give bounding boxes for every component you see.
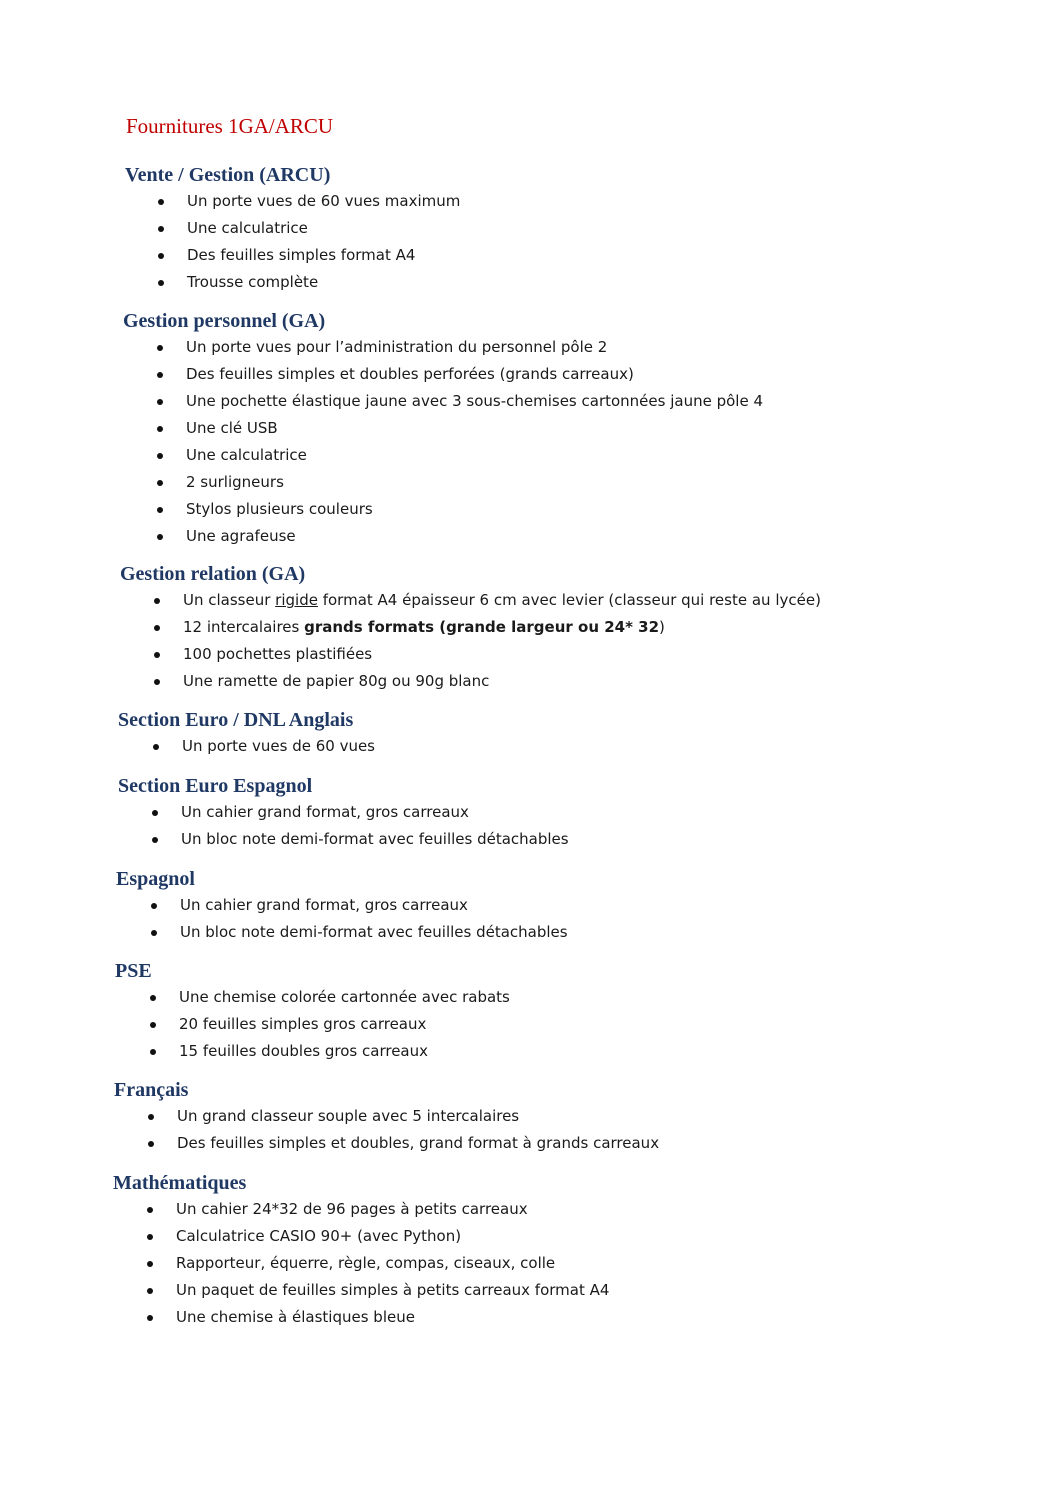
- list-item: Un cahier grand format, gros carreaux: [151, 892, 195, 919]
- bullet-icon: [154, 598, 160, 604]
- supply-list: [150, 984, 510, 1065]
- list-item: Une agrafeuse: [157, 523, 325, 550]
- section-heading: Mathématiques: [113, 1172, 247, 1194]
- section-heading: Gestion relation (GA): [120, 563, 306, 585]
- list-item: Une chemise à élastiques bleue: [147, 1304, 246, 1331]
- list-item: 2 surligneurs: [157, 469, 325, 496]
- bullet-icon: [154, 679, 160, 685]
- list-item: Calculatrice CASIO 90+ (avec Python): [147, 1223, 246, 1250]
- list-item: Une pochette élastique jaune avec 3 sous-chemises cartonnées jaune pôle 4: [157, 388, 325, 415]
- bullet-icon: [150, 1022, 156, 1028]
- document-title: Fournitures 1GA/ARCU: [126, 114, 334, 138]
- section-mathematiques: [113, 1170, 610, 1331]
- section-heading: PSE: [115, 960, 152, 982]
- bullet-icon: [154, 625, 160, 631]
- bullet-icon: [147, 1315, 153, 1321]
- section-gestion-relation: [120, 561, 821, 695]
- bullet-icon: [152, 837, 158, 843]
- list-item: 15 feuilles doubles gros carreaux: [150, 1038, 152, 1065]
- list-item: Des feuilles simples format A4: [158, 242, 330, 269]
- bullet-icon: [148, 1114, 154, 1120]
- section-heading: Gestion personnel (GA): [123, 310, 326, 332]
- list-item: Un paquet de feuilles simples à petits carreaux format A4: [147, 1277, 246, 1304]
- list-item: Une ramette de papier 80g ou 90g blanc: [154, 668, 305, 695]
- list-item: Une calculatrice: [158, 215, 330, 242]
- bullet-icon: [157, 372, 163, 378]
- bold-text: grands formats (grande largeur ou 24* 32: [304, 618, 660, 636]
- list-item: Un classeur rigide format A4 épaisseur 6 cm avec levier (classeur qui reste au lycée): [154, 587, 305, 614]
- bullet-icon: [158, 199, 164, 205]
- bullet-icon: [151, 903, 157, 909]
- supply-list: [158, 188, 461, 296]
- supply-list: [154, 587, 821, 695]
- supply-list: [152, 799, 569, 853]
- section-euro-espagnol: [118, 773, 569, 853]
- list-item: Un porte vues de 60 vues: [153, 733, 353, 760]
- section-pse: [115, 958, 510, 1065]
- list-item: Un grand classeur souple avec 5 intercalaires: [148, 1103, 188, 1130]
- bullet-icon: [157, 507, 163, 513]
- supply-list: [153, 733, 375, 760]
- bullet-icon: [147, 1207, 153, 1213]
- bullet-icon: [147, 1288, 153, 1294]
- section-vente-gestion: [125, 162, 461, 296]
- list-item: Trousse complète: [158, 269, 330, 296]
- bullet-icon: [147, 1234, 153, 1240]
- section-espagnol: [116, 866, 568, 946]
- bullet-icon: [158, 226, 164, 232]
- list-item: Une clé USB: [157, 415, 325, 442]
- bullet-icon: [147, 1261, 153, 1267]
- list-item: 100 pochettes plastifiées: [154, 641, 305, 668]
- bullet-icon: [157, 453, 163, 459]
- section-francais: [114, 1077, 660, 1157]
- section-heading: Section Euro / DNL Anglais: [118, 709, 354, 731]
- section-gestion-personnel: [123, 308, 764, 550]
- bullet-icon: [150, 995, 156, 1001]
- bullet-icon: [151, 930, 157, 936]
- section-heading: Vente / Gestion (ARCU): [125, 164, 331, 186]
- list-item: Un porte vues pour l’administration du personnel pôle 2: [157, 334, 325, 361]
- list-item: Un cahier grand format, gros carreaux: [152, 799, 312, 826]
- supply-list: [147, 1196, 610, 1331]
- list-item: Un cahier 24*32 de 96 pages à petits carreaux: [147, 1196, 246, 1223]
- underlined-word: rigide: [275, 591, 318, 609]
- supply-list: [157, 334, 764, 550]
- list-item: Stylos plusieurs couleurs: [157, 496, 325, 523]
- bullet-icon: [157, 534, 163, 540]
- supply-list: [148, 1103, 660, 1157]
- list-item: 20 feuilles simples gros carreaux: [150, 1011, 152, 1038]
- bullet-icon: [153, 744, 159, 750]
- bullet-icon: [157, 480, 163, 486]
- section-heading: Français: [114, 1079, 189, 1101]
- bullet-icon: [148, 1141, 154, 1147]
- list-item: Des feuilles simples et doubles, grand format à grands carreaux: [148, 1130, 188, 1157]
- list-item: Un bloc note demi-format avec feuilles détachables: [151, 919, 195, 946]
- bullet-icon: [157, 399, 163, 405]
- list-item: Rapporteur, équerre, règle, compas, ciseaux, colle: [147, 1250, 246, 1277]
- section-heading: Espagnol: [116, 868, 195, 890]
- list-item: Des feuilles simples et doubles perforées (grands carreaux): [157, 361, 325, 388]
- bullet-icon: [158, 253, 164, 259]
- bullet-icon: [157, 426, 163, 432]
- list-item: Un bloc note demi-format avec feuilles détachables: [152, 826, 312, 853]
- bullet-icon: [150, 1049, 156, 1055]
- supply-list: [151, 892, 568, 946]
- bullet-icon: [152, 810, 158, 816]
- list-item: Une calculatrice: [157, 442, 325, 469]
- section-euro-dnl-anglais: [118, 707, 375, 760]
- list-item: Un porte vues de 60 vues maximum: [158, 188, 330, 215]
- list-item: 12 intercalaires grands formats (grande largeur ou 24* 32): [154, 614, 305, 641]
- bullet-icon: [154, 652, 160, 658]
- list-item: Une chemise colorée cartonnée avec rabats: [150, 984, 152, 1011]
- section-heading: Section Euro Espagnol: [118, 775, 313, 797]
- bullet-icon: [157, 345, 163, 351]
- bullet-icon: [158, 280, 164, 286]
